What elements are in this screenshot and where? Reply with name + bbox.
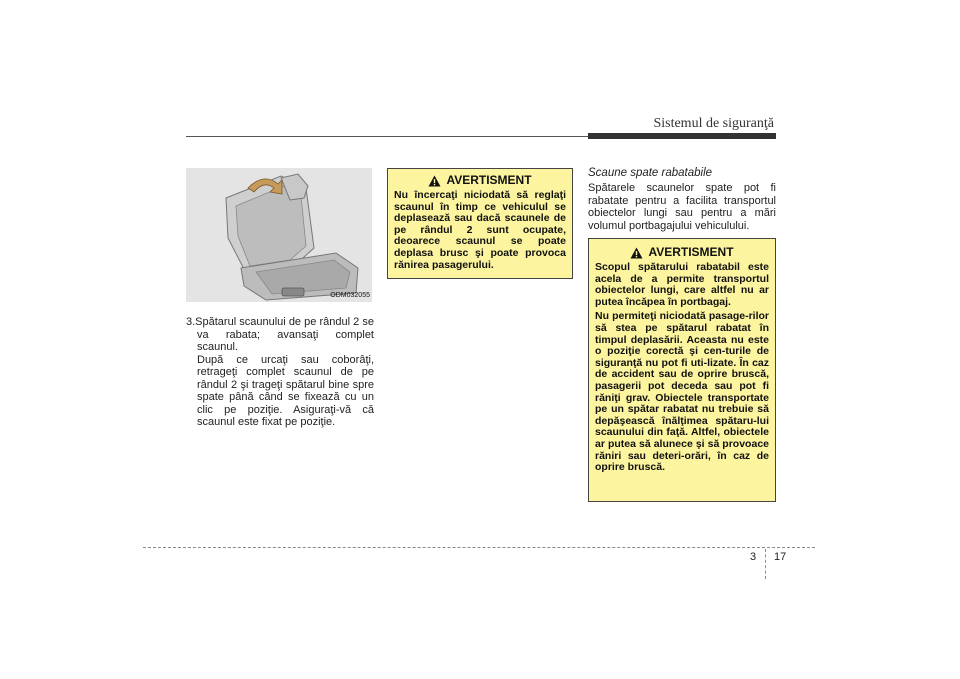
warning-box-1: [387, 168, 573, 279]
step-3: [186, 316, 374, 429]
warning-box-2: [588, 238, 776, 502]
header-bar: [588, 133, 776, 139]
seat-illustration: [186, 168, 372, 302]
warning-triangle-icon: [428, 175, 441, 187]
warning-1-title: AVERTISMENT: [446, 173, 532, 188]
figure-code: ODM032055: [330, 292, 370, 299]
header-title: Sistemul de siguranţă: [653, 116, 774, 131]
warning-2-title: AVERTISMENT: [648, 245, 734, 260]
warning-2-header: [595, 247, 769, 259]
page-number: 17: [774, 551, 787, 563]
step-3-line1: 3.Spătarul scaunului de pe rândul 2 se va rabata; avansaţi complet scaunul.: [186, 316, 374, 353]
warning-1-text: Nu încercaţi niciodată să reglaţi scaunul în timp ce vehiculul se deplasează sau dacă scaunele de pe rândul 2 sunt ocupate, deoarece scaunul se poate deplasa brusc şi poate provoca rănirea pasagerului.: [394, 189, 566, 271]
warning-1-header: [394, 175, 566, 187]
footer-rule: [143, 547, 815, 548]
chapter-number: 3: [750, 551, 757, 563]
warning-2-paragraph-1: Scopul spătarului rabatabil este acela de a permite transportul obiectelor lungi, care altfel nu ar putea încăpea în portbagaj.: [595, 261, 769, 308]
section-body: Spătarele scaunelor spate pot fi rabatate pentru a facilita transportul obiectelor lungi sau pentru a mări volumul portbagajului vehiculului.: [588, 182, 776, 232]
warning-triangle-icon: [630, 247, 643, 259]
section-title: Scaune spate rabatabile: [588, 167, 713, 179]
seat-figure: [186, 168, 372, 302]
step-3-line2: După ce urcaţi sau coborâţi, retrageţi complet scaunul de pe rândul 2 şi trageţi spătarul bine spre spate până când se fixează cu un clic pe poziţie. Asiguraţi-vă că scaunul este fixat pe poziţie.: [197, 353, 374, 428]
page-separator: [765, 549, 766, 579]
warning-2-paragraph-2: Nu permiteţi niciodată pasage-rilor să stea pe spătarul rabatat în timpul deplasării. Aceasta nu este o poziţie corectă şi cen-turile de siguranţă nu pot fi uti-lizate. În caz de accident sau de oprire bruscă, pasagerii pot deceda sau pot fi răniţi grav. Obiectele transportate pe un spătar rabatat nu trebuie să depăşească înălţimea spătaru-lui scaunului din faţă. Altfel, obiectele ar putea să alunece şi să provoace răniri sau deteri-orări, în caz de oprire bruscă.: [595, 310, 769, 474]
